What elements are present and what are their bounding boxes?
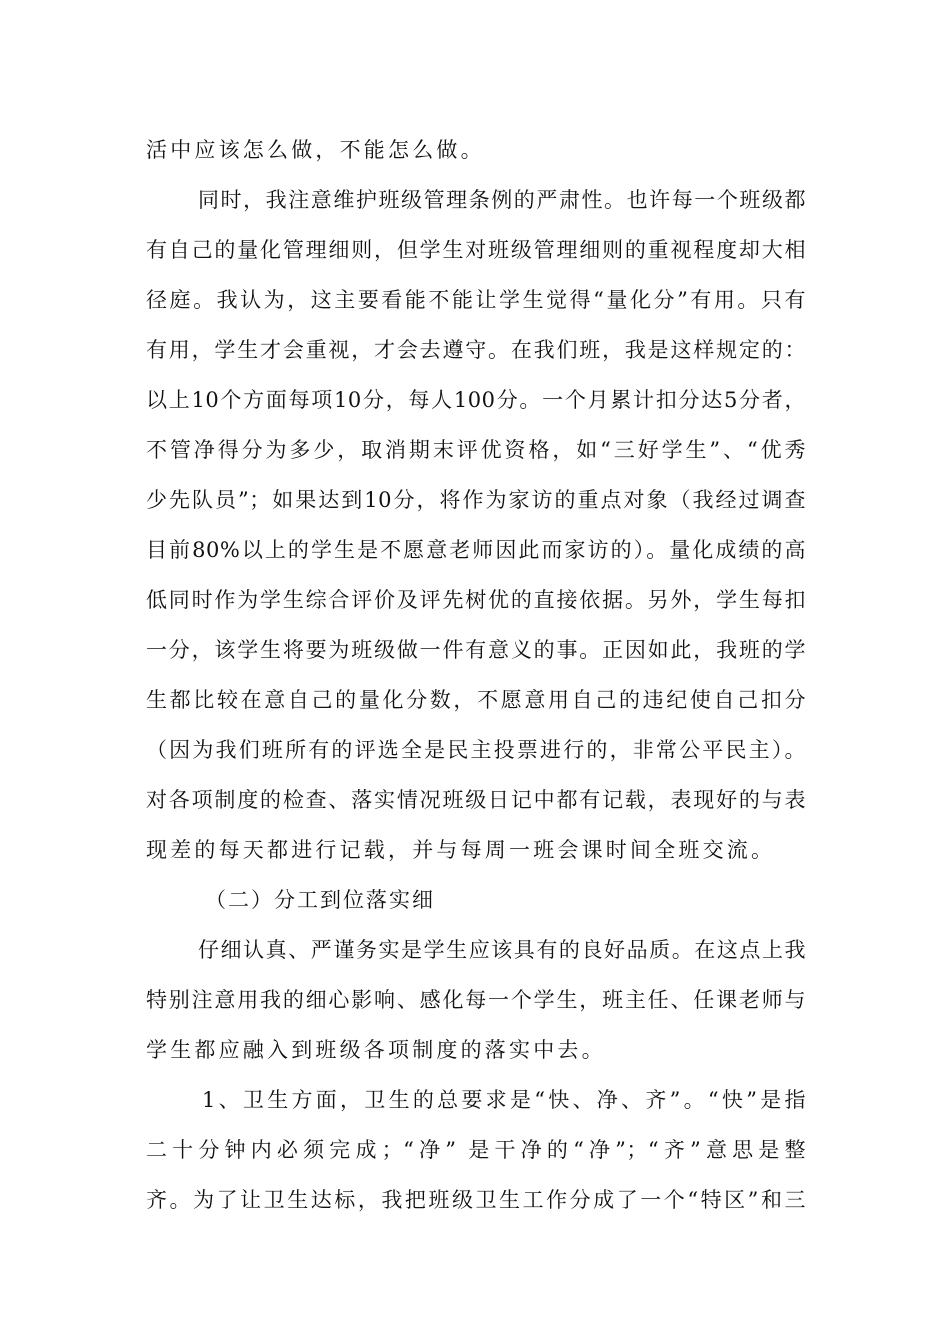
section-heading: （二）分工到位落实细: [205, 888, 435, 912]
text-line: 生都比较在意自己的量化分数，不愿意用自己的违纪使自己扣分: [146, 688, 806, 712]
text-line: 一分，该学生将要为班级做一件有意义的事。正因如此，我班的学: [146, 638, 806, 662]
text-line: 学生都应融入到班级各项制度的落实中去。: [146, 1038, 606, 1062]
text-line: 对各项制度的检查、落实情况班级日记中都有记载，表现好的与表: [146, 788, 806, 812]
text-line: 低同时作为学生综合评价及评先树优的直接依据。另外，学生每扣: [146, 588, 806, 612]
text-line: 目前80%以上的学生是不愿意老师因此而家访的）。量化成绩的高: [146, 538, 806, 562]
paragraph-first-line: 仔细认真、严谨务实是学生应该具有的良好品质。在这点上我: [198, 938, 806, 962]
text-line: 二十分钟内必须完成；“净” 是干净的“净”；“齐”意思是整: [146, 1138, 806, 1162]
text-line: 不管净得分为多少，取消期末评优资格，如“三好学生”、“优秀: [146, 438, 806, 462]
text-line: 齐。为了让卫生达标，我把班级卫生工作分成了一个“特区”和三: [146, 1188, 806, 1212]
paragraph-first-line: 同时，我注意维护班级管理条例的严肃性。也许每一个班级都: [198, 188, 806, 212]
text-line: 有自己的量化管理细则，但学生对班级管理细则的重视程度却大相: [146, 238, 806, 262]
text-line: 以上10个方面每项10分，每人100分。一个月累计扣分达5分者，: [146, 388, 806, 412]
text-line: 径庭。我认为，这主要看能不能让学生觉得“量化分”有用。只有: [146, 288, 806, 312]
text-line: 特别注意用我的细心影响、感化每一个学生，班主任、任课老师与: [146, 988, 806, 1012]
text-line: （因为我们班所有的评选全是民主投票进行的，非常公平民主）。: [146, 738, 806, 762]
text-line: 有用，学生才会重视，才会去遵守。在我们班，我是这样规定的：: [146, 338, 806, 362]
text-line: 活中应该怎么做，不能怎么做。: [146, 138, 485, 162]
paragraph-first-line: 1、卫生方面，卫生的总要求是“快、净、齐”。“快”是指: [202, 1088, 806, 1112]
text-line: 少先队员”；如果达到10分，将作为家访的重点对象（我经过调查: [146, 488, 806, 512]
text-line: 现差的每天都进行记载，并与每周一班会课时间全班交流。: [146, 838, 776, 862]
